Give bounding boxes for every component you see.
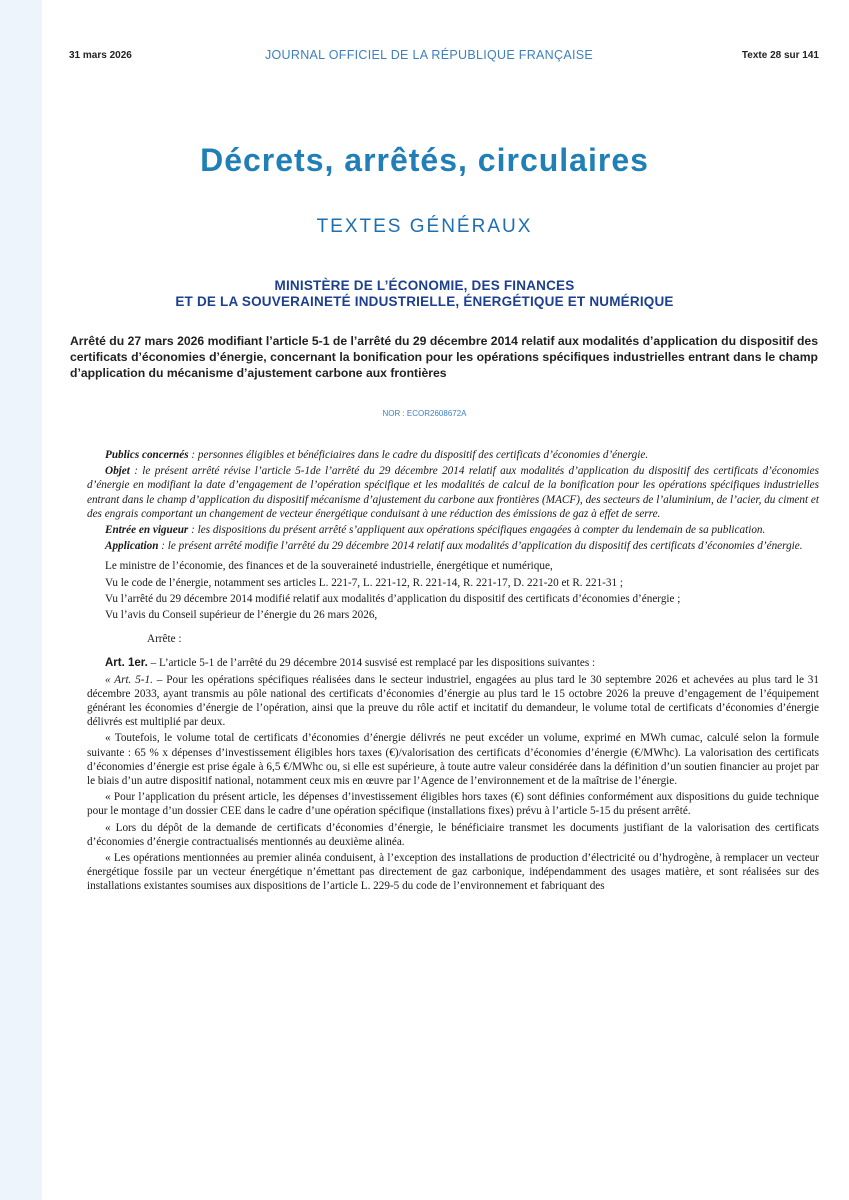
summary-label: Entrée en vigueur (105, 524, 189, 537)
header-date: 31 mars 2026 (69, 50, 132, 61)
arrete-title: Arrêté du 27 mars 2026 modifiant l’article 5-1 de l’arrêté du 29 décembre 2014 relatif aux modalités d’application du dispositif des certificats d’économies d’énergie, concernant la bonification pour les opérations spécifiques industrielles entrant dans le champ d’application du mécanisme d’ajustement carbone aux frontières (70, 334, 818, 380)
article-label: Art. 1er. (105, 657, 148, 670)
article-paragraph: « Pour l’application du présent article, les dépenses d’investissement éligibles hors taxes (€) sont définies conformément aux dispositions du guide technique pour le montage d’un dossier CEE dans le cadre d’une opération spécifique (installations fixes) prévu à l’article 5-15 du présent arrêté. (87, 791, 819, 818)
summary-block (87, 448, 819, 553)
page-header (69, 50, 819, 64)
header-page-info: Texte 28 sur 141 (741, 50, 819, 61)
ministry-heading (0, 278, 849, 310)
summary-label: Application (105, 540, 159, 553)
subsection-title: TEXTES GÉNÉRAUX (316, 216, 533, 237)
article-paragraph: « Art. 5-1. – Pour les opérations spécifiques réalisées dans le secteur industriel, engagées au plus tard le 30 septembre 2026 et achevées au plus tard le 31 décembre 2033, ayant transmis au pôle national des certificats d’économies d’énergie au plus tard le 15 octobre 2026 la preuve d’engagement de l’équipement générant les économies d’énergie de l’opération, ainsi que la preuve du rôle actif et incitatif du demandeur, le volume total de certificats d’économies d’énergie délivrés est multiplié par deux. (87, 673, 819, 729)
summary-label: Objet (105, 465, 130, 478)
summary-application: Application : le présent arrêté modifie l’arrêté du 29 décembre 2014 relatif aux modalités d’application du dispositif des certificats d’économies d’énergie. (105, 540, 803, 553)
summary-objet: Objet : le présent arrêté révise l’article 5-1de l’arrêté du 29 décembre 2014 relatif aux modalités d’application du dispositif des certificats d’économies d’énergie en modifiant la date d’engagement de l’opération spécifique et les modalités de calcul de la bonification pour les opérations spécifiques industrielles entrant dans le champ d’application du dispositif mécanisme d’ajustement du carbone aux frontières (MACF), des secteurs de l’aluminium, de l’acier, du ciment et des engrais comportant un changement de vecteur énergétique conduisant à une réduction des émissions de gaz à effet de serre. (87, 465, 819, 520)
article-paragraph: « Lors du dépôt de la demande de certificats d’économies d’énergie, le bénéficiaire transmet les documents justifiant de la valorisation des certificats d’économies d’énergie contractualisés mentionnés au deuxième alinéa. (87, 821, 819, 848)
article-paragraph: « Les opérations mentionnées au premier alinéa conduisent, à l’exception des installations de production d’électricité ou d’hydrogène, à remplacer un vecteur énergétique fossile par un vecteur énergétique n’émettant pas directement de gaz carbonique, indépendamment des usages matière, et sont réalisées sur des installations existantes soumises aux dispositions de l’article L. 229-5 du code de l’environnement et fabriquant des (87, 852, 819, 893)
ministry-line-2: ET DE LA SOUVERAINETÉ INDUSTRIELLE, ÉNERGÉTIQUE ET NUMÉRIQUE (175, 294, 674, 309)
vu-paragraph: Vu l’arrêté du 29 décembre 2014 modifié relatif aux modalités d’application du dispositif des certificats d’économies d’énergie ; (105, 592, 681, 605)
vu-paragraph: Vu l’avis du Conseil supérieur de l’énergie du 26 mars 2026, (105, 609, 378, 622)
ministry-line-1: MINISTÈRE DE L’ÉCONOMIE, DES FINANCES (274, 278, 575, 293)
article-1: Art. 1er. – L’article 5-1 de l’arrêté du 29 décembre 2014 susvisé est remplacé par les dispositions suivantes : (105, 657, 596, 670)
nor-reference: NOR : ECOR2608672A (382, 409, 467, 418)
journal-page (42, 0, 849, 1200)
vu-paragraph: Vu le code de l’énergie, notamment ses articles L. 221-7, L. 221-12, R. 221-14, R. 221-17, D. 221-20 et R. 221-31 ; (105, 576, 623, 589)
document-body (87, 448, 819, 896)
arrete-line: Arrête : (147, 633, 182, 646)
article-paragraph: « Toutefois, le volume total de certificats d’économies d’énergie délivrés ne peut excéder un volume, exprimé en MWh cumac, calculé selon la formule suivante : 65 % x dépenses d’investissement éligibles hors taxes (€)/valorisation des certificats d’économies d’énergie (€/MWhc). La valorisation des certificats d’économies d’énergie est prise égale à 6,5 €/MWhc ou, si elle est supérieure, à toute autre valeur considérée dans la définition d’un soutien financier au projet par le biais d’un autre dispositif national, notamment ceux mis en œuvre par l’Agence de l’environnement et de la maîtrise de l’énergie. (87, 732, 819, 788)
minister-line: Le ministre de l’économie, des finances et de la souveraineté industrielle, énergétique et numérique, (105, 560, 553, 573)
summary-label: Publics concernés (105, 449, 189, 461)
article-ref: « Art. 5-1. (105, 673, 153, 686)
section-title: Décrets, arrêtés, circulaires (200, 142, 649, 178)
journal-title: JOURNAL OFFICIEL DE LA RÉPUBLIQUE FRANÇAISE (264, 48, 594, 62)
main-text (87, 559, 819, 893)
summary-publics: Publics concernés : personnes éligibles et bénéficiaires dans le cadre du dispositif des certificats d’économies d’énergie. (105, 449, 649, 461)
left-margin-band (0, 0, 42, 1200)
summary-entree: Entrée en vigueur : les dispositions du présent arrêté s’appliquent aux opérations spécifiques engagées à compter du lendemain de sa publication. (105, 524, 766, 537)
